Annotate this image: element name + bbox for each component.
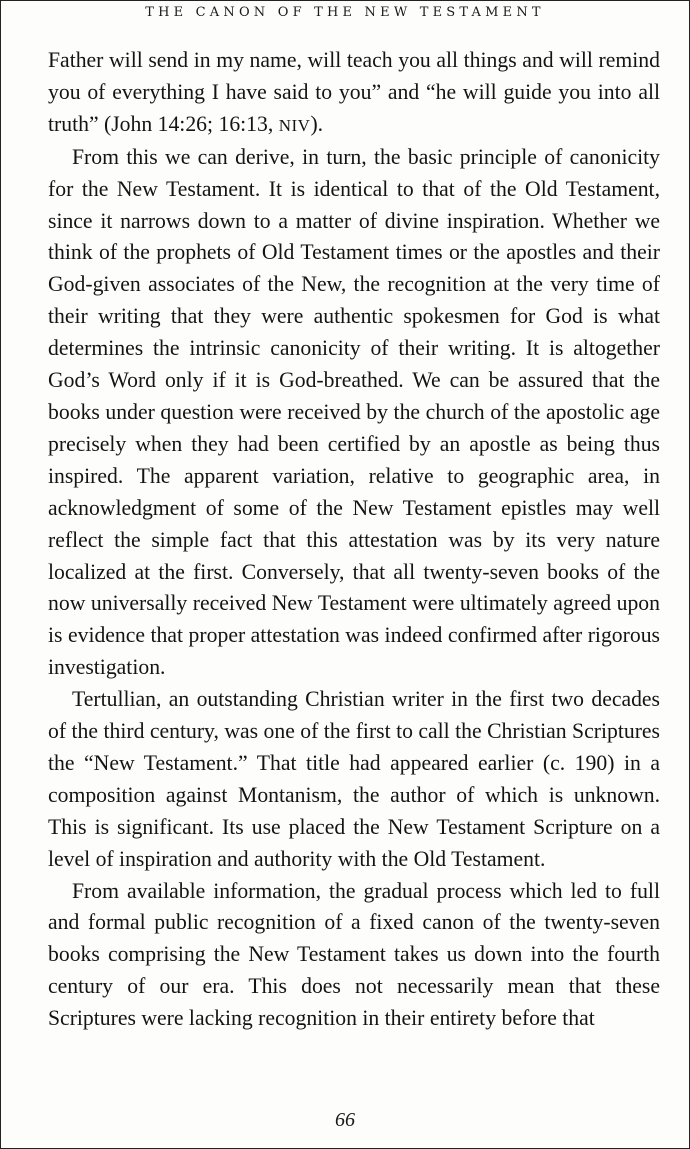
running-head: THE CANON OF THE NEW TESTAMENT	[145, 5, 545, 20]
paragraph-1: Father will send in my name, will teach you all things and will remind you of everything I have said to you” and “he will guide you into all truth” (John 14:26; 16:13, NIV).	[48, 48, 660, 136]
body-text	[48, 45, 660, 1035]
paragraph-4: From available information, the gradual process which led to full and formal public recognition of a fixed canon of the twenty-seven books comprising the New Testament takes us down into the fourth century of our era. This does not necessarily mean that these Scriptures were lacking recognition in their entirety before that	[48, 878, 660, 1031]
paragraph-2: From this we can derive, in turn, the basic principle of canonicity for the New Testament. It is identical to that of the Old Testament, since it narrows down to a matter of divine inspiration. Whether we think of the prophets of Old Testament times or the apostles and their God-given associates of the New, the recognition at the very time of their writing that they were authentic spokesmen for God is what determines the intrinsic canonicity of their writing. It is altogether God’s Word only if it is God-breathed. We can be assured that the books under question were received by the church of the apostolic age precisely when they had been certified by an apostle as being thus inspired. The apparent variation, relative to geographic area, in acknowledgment of some of the New Testament epistles may well reflect the simple fact that this attestation was by its very nature localized at the first. Conversely, that all twenty-seven books of the now universally received New Testament were ultimately agreed upon is evidence that proper attestation was indeed confirmed after rigorous investigation.	[48, 144, 660, 680]
niv-abbreviation: NIV	[278, 115, 311, 135]
paragraph-3: Tertullian, an outstanding Christian writer in the first two decades of the third century, was one of the first to call the Christian Scriptures the “New Testament.” That title had appeared earlier (c. 190) in a composition against Montanism, the author of which is unknown. This is significant. Its use placed the New Testament Scripture on a level of inspiration and authority with the Old Testament.	[48, 687, 660, 871]
page-number: 66	[335, 1109, 355, 1131]
